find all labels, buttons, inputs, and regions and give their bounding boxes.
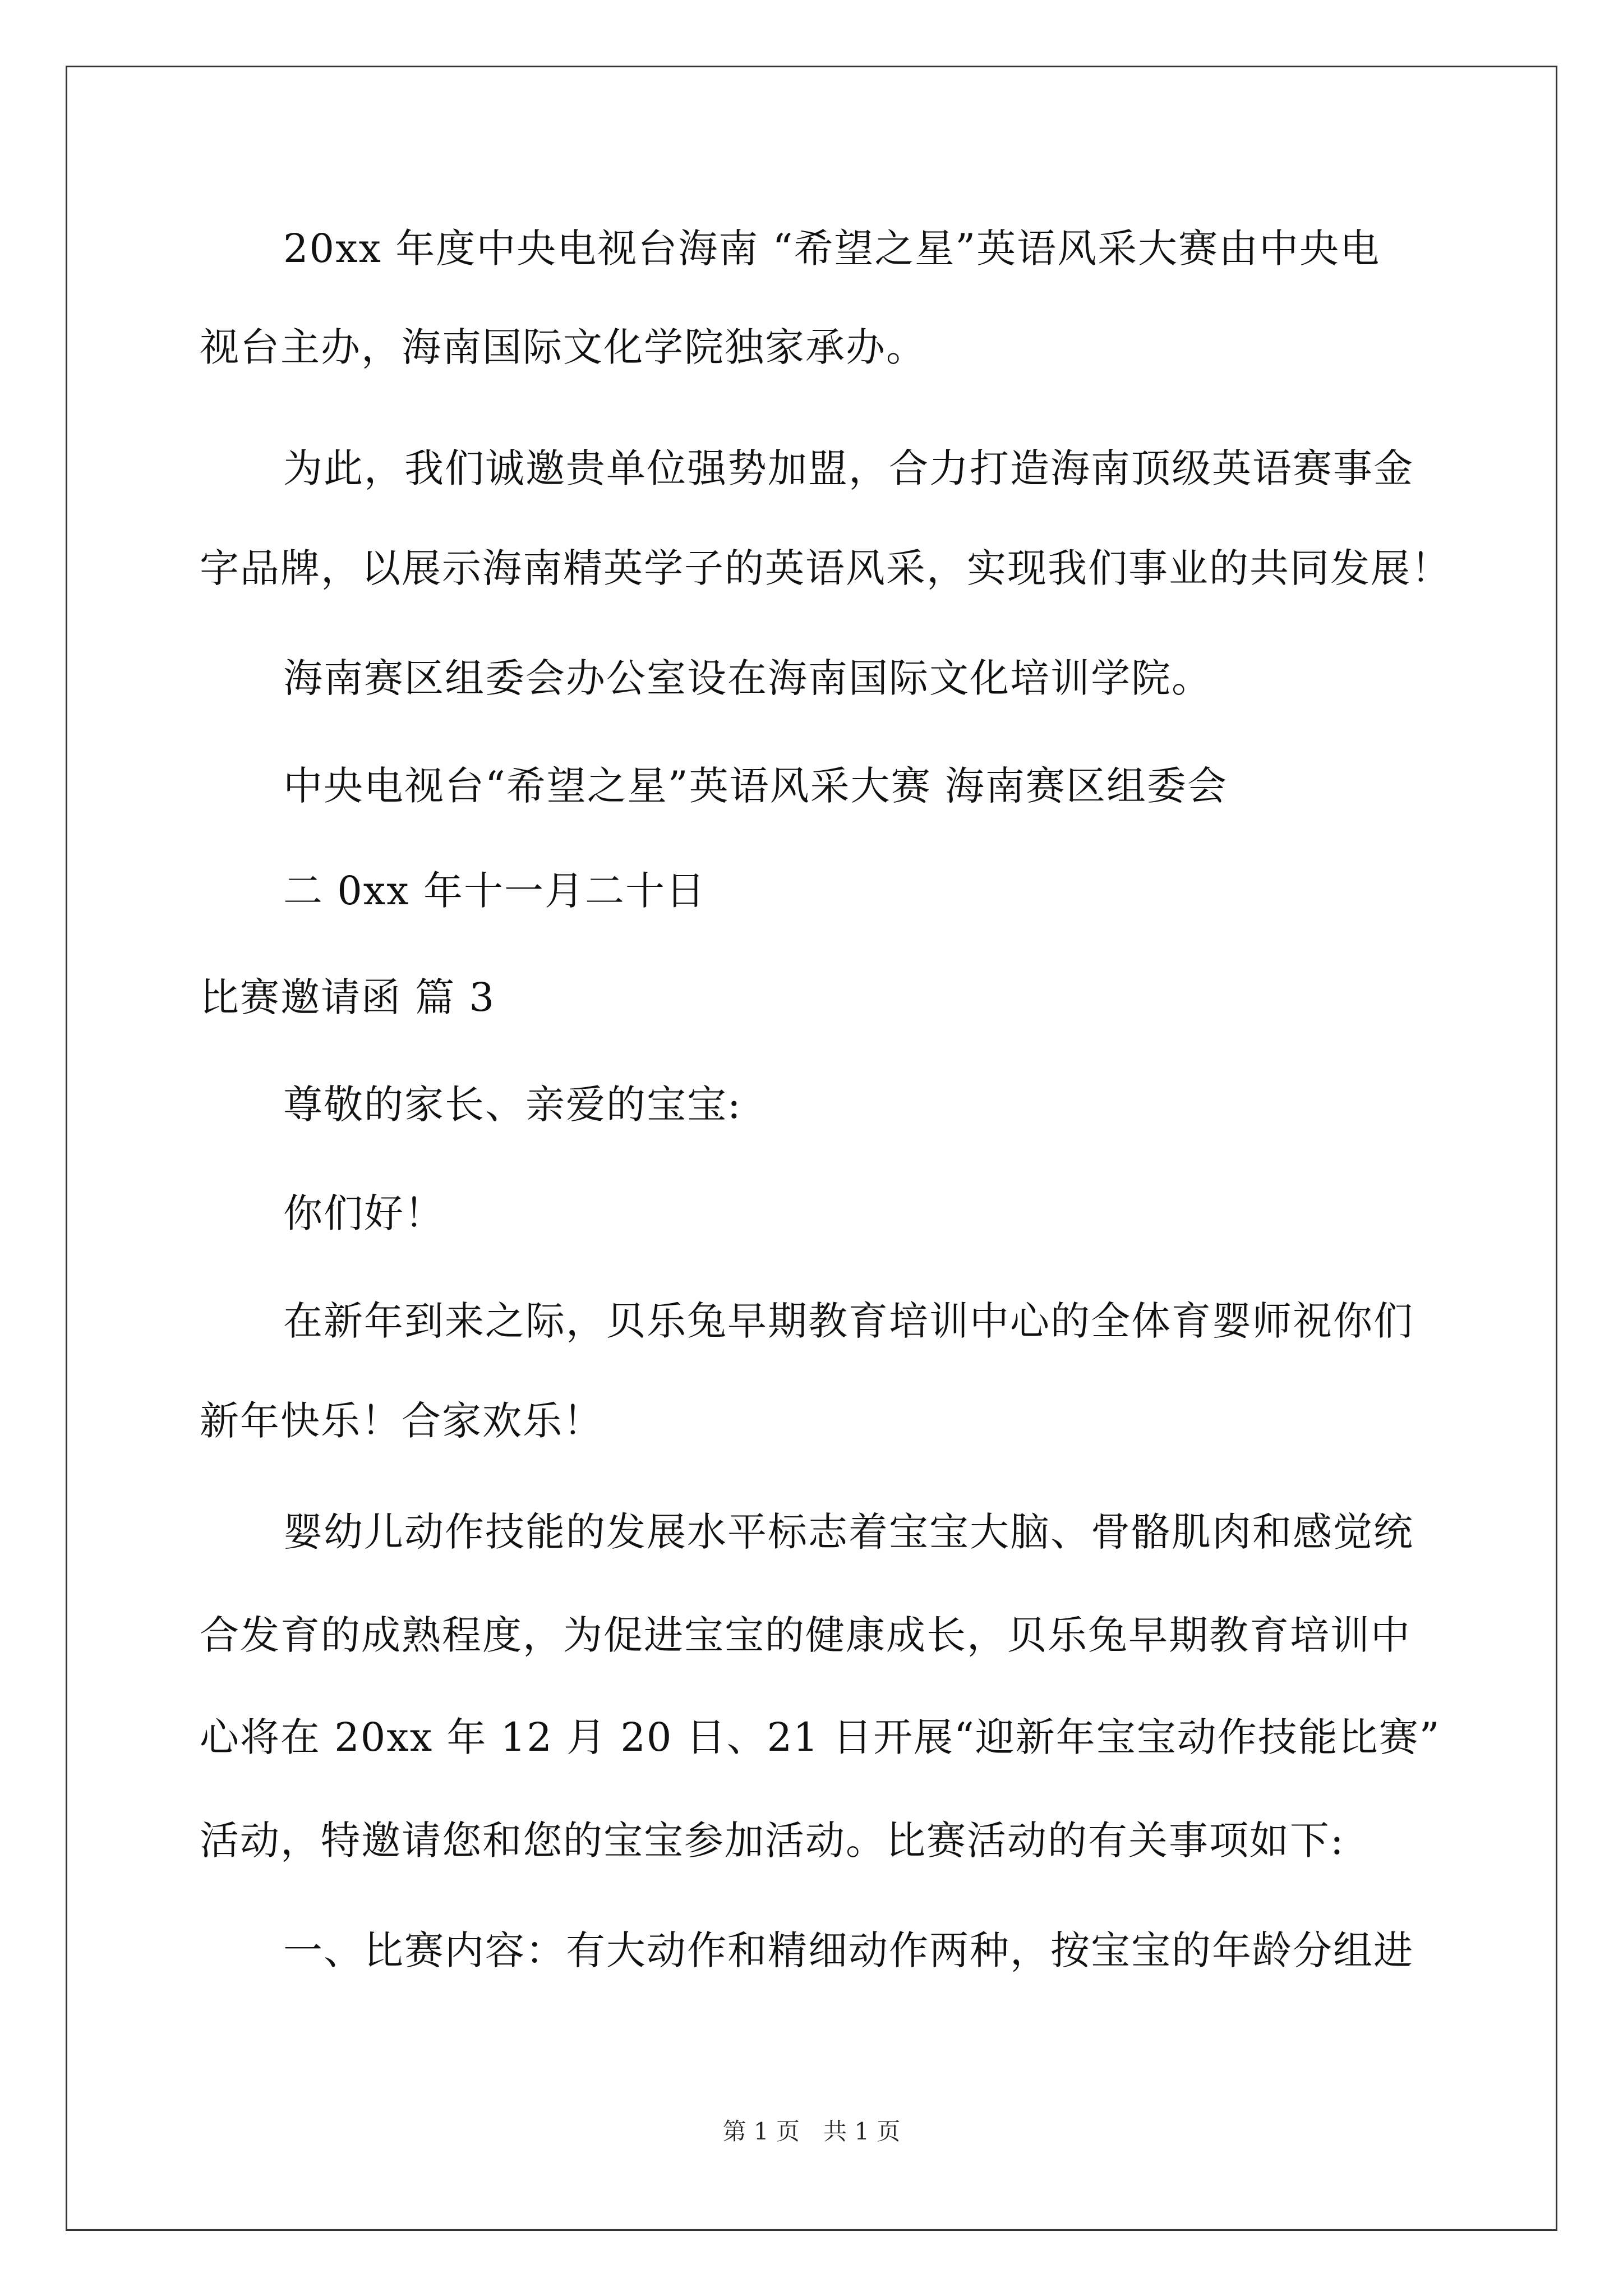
page-footer: 第 1 页 共 1 页 — [722, 2118, 901, 2145]
date-line: 二 0xx 年十一月二十日 — [283, 868, 706, 914]
greeting: 你们好！ — [283, 1190, 445, 1236]
paragraph-line: 海南赛区组委会办公室设在海南国际文化培训学院。 — [283, 655, 1212, 701]
paragraph-line: 视台主办，海南国际文化学院独家承办。 — [200, 324, 926, 370]
paragraph-line: 合发育的成熟程度，为促进宝宝的健康成长，贝乐兔早期教育培训中 — [200, 1612, 1411, 1658]
section-heading: 比赛邀请函 篇 3 — [200, 974, 496, 1020]
paragraph-line: 字品牌，以展示海南精英学子的英语风采，实现我们事业的共同发展！ — [200, 545, 1451, 591]
paragraph-line: 一、比赛内容：有大动作和精细动作两种，按宝宝的年龄分组进 — [283, 1927, 1414, 1973]
page-border — [66, 66, 1557, 2231]
salutation: 尊敬的家长、亲爱的宝宝: — [283, 1082, 742, 1128]
paragraph-line: 活动，特邀请您和您的宝宝参加活动。比赛活动的有关事项如下: — [200, 1818, 1345, 1864]
paragraph-line: 新年快乐！合家欢乐！ — [200, 1398, 603, 1444]
paragraph-line: 为此，我们诚邀贵单位强势加盟，合力打造海南顶级英语赛事金 — [283, 445, 1414, 491]
paragraph-line: 中央电视台“希望之星”英语风采大赛 海南赛区组委会 — [283, 763, 1228, 809]
paragraph-line: 在新年到来之际，贝乐兔早期教育培训中心的全体育婴师祝你们 — [283, 1298, 1414, 1344]
paragraph-line: 心将在 20xx 年 12 月 20 日、21 日开展“迎新年宝宝动作技能比赛” — [200, 1714, 1441, 1760]
paragraph-line: 婴幼儿动作技能的发展水平标志着宝宝大脑、骨骼肌肉和感觉统 — [283, 1509, 1414, 1555]
paragraph-line: 20xx 年度中央电视台海南 “希望之星”英语风采大赛由中央电 — [283, 226, 1381, 272]
